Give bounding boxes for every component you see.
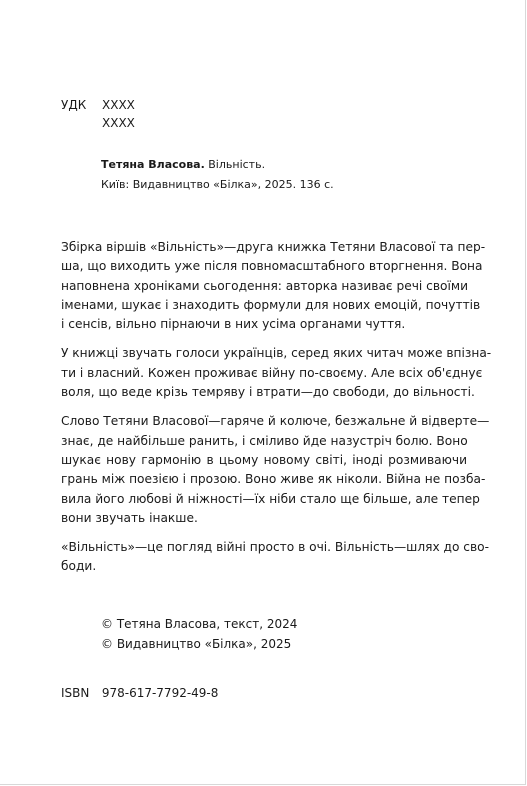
biblio-author: Тетяна Власова. [101,158,205,171]
abstract-line: наповнена хроніками сьогодення: авторка називає речі своїми [61,278,469,293]
abstract-line: ша, що виходить уже після повномасштабного вторгнення. Вона [61,259,483,274]
abstract-paragraph [61,538,490,577]
copyright-line: © Видавництво «Білка», 2025 [101,637,292,651]
abstract-line: шукає нову гармонію в цьому новому світі, іноді розмиваючи [61,452,467,467]
abstract-line: Збірка віршів «Вільність»—друга книжка Тетяни Власової та пер- [61,240,486,254]
biblio-title-line [101,155,481,175]
abstract-line: грань між поезією і прозою. Воно живе як ніколи. Війна не позба- [61,472,486,487]
abstract-line: іменами, шукає і знаходить формули для нових емоцій, почуттів [61,297,481,312]
abstract-line: знає, де найбільше ранить, і сміливо йде назустріч болю. Воно [61,433,468,448]
abstract-paragraph [61,412,490,528]
copyright-block [101,614,297,654]
abstract-line: і сенсів, вільно пірнаючи в них усіма органами чуття. [61,317,406,332]
abstract-line: У книжці звучать голоси українців, серед яких читач може впізна- [61,346,492,361]
book-abstract [61,238,492,577]
abstract-line: ти і власний. Кожен проживає війну по-своєму. Але всіх об'єднує [61,365,483,380]
udk-code: XXXX [102,98,135,112]
biblio-publication: Київ: Видавництво «Білка», 2025. 136 с. [101,178,334,191]
isbn-line [61,684,218,702]
udk-code: XXXX [102,116,135,130]
abstract-paragraph [61,344,492,402]
isbn-number: 978-617-7792-49-8 [101,686,219,700]
abstract-paragraph [61,238,486,334]
abstract-line: вони звучать інакше. [61,510,198,525]
abstract-line: вила його любові й ніжності—їх ніби стало ще більше, але тепер [61,491,480,506]
abstract-line: воля, що веде крізь темряву і втрати—до свободи, до вільності. [61,385,475,400]
copyright-line: © Тетяна Власова, текст, 2024 [101,617,298,631]
abstract-line: «Вільність»—це погляд війні просто в очі. Вільність—шлях до сво- [61,540,490,555]
biblio-title: Вільність. [208,158,266,171]
abstract-line: Слово Тетяни Власової—гаряче й колюче, безжальне й відверте— [61,414,490,429]
bibliographic-description [101,155,481,195]
udk-block [61,96,135,132]
udk-row [61,114,135,132]
udk-row [61,96,135,114]
udk-label: УДК [61,98,87,112]
abstract-line: боди. [61,559,97,574]
isbn-label: ISBN [61,686,90,700]
